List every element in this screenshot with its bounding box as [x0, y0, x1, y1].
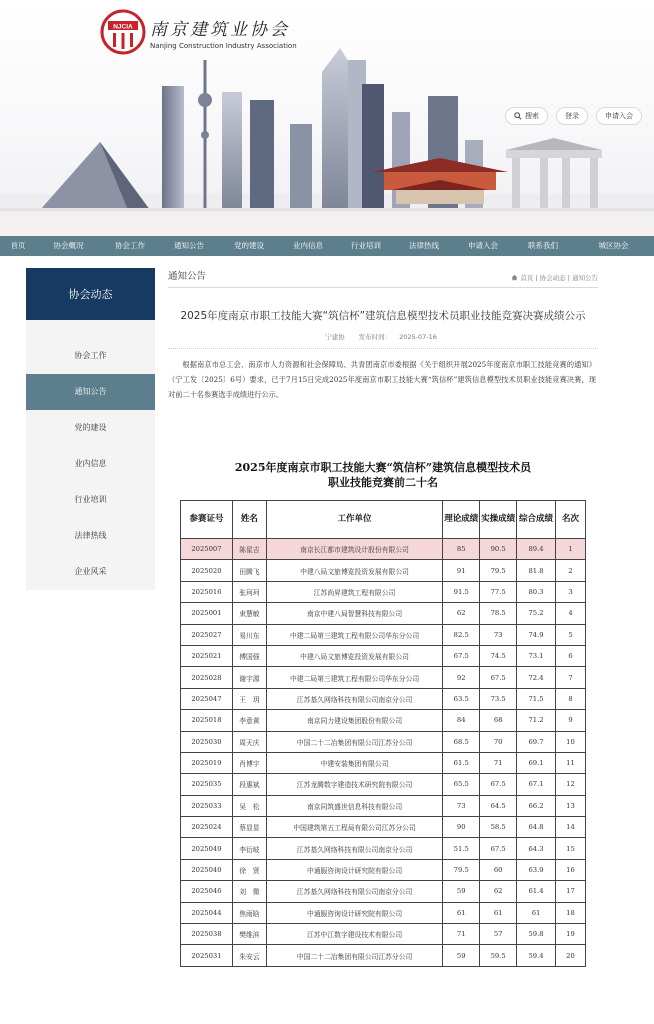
table-row: [181, 795, 586, 816]
nav-item-party[interactable]: 党的建设: [234, 241, 264, 250]
njcia-emblem-icon: [100, 9, 146, 55]
cell-rank: 3: [556, 581, 586, 602]
cell-employer: 中建二局第三建筑工程有限公司华东分公司: [266, 667, 442, 688]
main-content: [168, 268, 598, 967]
cell-practical: 61: [480, 902, 517, 923]
cell-theory: 91.5: [443, 581, 480, 602]
association-logo[interactable]: [100, 8, 297, 56]
cell-name: 易川东: [232, 624, 266, 645]
cell-practical: 78.5: [480, 603, 517, 624]
join-button[interactable]: [596, 107, 642, 125]
cell-total: 59.4: [517, 945, 556, 966]
cell-id: 2025031: [181, 945, 233, 966]
cell-rank: 1: [556, 539, 586, 560]
cell-employer: 南京长江都市建筑设计股份有限公司: [266, 539, 442, 560]
col-header-employer: 工作单位: [266, 501, 442, 539]
nav-item-notices[interactable]: 通知公告: [174, 241, 204, 250]
main-nav: [0, 236, 654, 256]
table-row: [181, 902, 586, 923]
nav-item-join[interactable]: 申请入会: [468, 241, 498, 250]
logo-chinese-name: 南京建筑业协会: [150, 19, 290, 40]
table-row: [181, 731, 586, 752]
cell-employer: 中通服咨询设计研究院有限公司: [266, 859, 442, 880]
cell-theory: 61.5: [443, 752, 480, 773]
results-table-title-line1: 2025年度南京市职工技能大赛“筑信杯”建筑信息模型技术员: [234, 461, 532, 474]
cell-practical: 67.5: [480, 667, 517, 688]
col-header-name: 姓名: [232, 501, 266, 539]
cell-id: 2025046: [181, 881, 233, 902]
nav-item-district[interactable]: 城区协会: [598, 241, 629, 250]
table-row: [181, 924, 586, 945]
cell-id: 2025049: [181, 838, 233, 859]
cell-theory: 65.5: [443, 774, 480, 795]
cell-theory: 61: [443, 902, 480, 923]
cell-name: 吴 松: [232, 795, 266, 816]
cell-employer: 南京中建八局智慧科技有限公司: [266, 603, 442, 624]
cell-id: 2025047: [181, 688, 233, 709]
cell-id: 2025020: [181, 560, 233, 581]
article-date: 2025-07-16: [399, 333, 437, 341]
cell-practical: 62: [480, 881, 517, 902]
cell-total: 64.3: [517, 838, 556, 859]
cell-theory: 82.5: [443, 624, 480, 645]
table-row: [181, 838, 586, 859]
cell-rank: 9: [556, 710, 586, 731]
cell-total: 72.4: [517, 667, 556, 688]
cell-employer: 中建八局文旅博览投资发展有限公司: [266, 645, 442, 666]
cell-theory: 68.5: [443, 731, 480, 752]
cell-theory: 71: [443, 924, 480, 945]
cell-practical: 60: [480, 859, 517, 880]
cell-practical: 70: [480, 731, 517, 752]
cell-name: 张珂珂: [232, 581, 266, 602]
cell-practical: 64.5: [480, 795, 517, 816]
cell-theory: 67.5: [443, 645, 480, 666]
cell-total: 75.2: [517, 603, 556, 624]
cell-theory: 59: [443, 881, 480, 902]
table-header-row: [181, 501, 586, 539]
cell-name: 蔡显显: [232, 817, 266, 838]
nav-item-legal[interactable]: 法律热线: [409, 241, 439, 250]
sidebar-item-legal[interactable]: 法律热线: [74, 531, 107, 540]
cell-theory: 51.5: [443, 838, 480, 859]
sidebar-item-party[interactable]: 党的建设: [74, 423, 107, 432]
table-row: [181, 539, 586, 560]
cell-total: 74.9: [517, 624, 556, 645]
table-body: [181, 539, 586, 967]
join-button-label: 申请入会: [605, 112, 633, 120]
cell-practical: 68: [480, 710, 517, 731]
nav-item-contact[interactable]: 联系我们: [528, 241, 558, 250]
cell-theory: 79.5: [443, 859, 480, 880]
cell-total: 61: [517, 902, 556, 923]
search-icon: [514, 112, 522, 120]
cell-total: 61.4: [517, 881, 556, 902]
cell-theory: 63.5: [443, 688, 480, 709]
cell-employer: 中建安装集团有限公司: [266, 752, 442, 773]
nav-item-work[interactable]: 协会工作: [115, 241, 145, 250]
cell-total: 89.4: [517, 539, 556, 560]
nav-item-home[interactable]: 首页: [10, 241, 26, 250]
cell-employer: 江苏基久网络科技有限公司南京分公司: [266, 881, 442, 902]
table-row: [181, 945, 586, 966]
sidebar: [26, 268, 155, 590]
cell-employer: 中国二十二冶集团有限公司江苏分公司: [266, 945, 442, 966]
cell-id: 2025028: [181, 667, 233, 688]
cell-name: 谢宇源: [232, 667, 266, 688]
cell-name: 李衍岐: [232, 838, 266, 859]
cell-practical: 79.5: [480, 560, 517, 581]
section-title: 通知公告: [168, 271, 207, 282]
cell-total: 80.3: [517, 581, 556, 602]
table-row: [181, 624, 586, 645]
cell-name: 束慧敏: [232, 603, 266, 624]
cell-practical: 73.5: [480, 688, 517, 709]
table-row: [181, 581, 586, 602]
cell-id: 2025038: [181, 924, 233, 945]
cell-id: 2025016: [181, 581, 233, 602]
cell-practical: 73: [480, 624, 517, 645]
article-author: 宁建协: [325, 333, 345, 341]
cell-practical: 58.5: [480, 817, 517, 838]
cell-employer: 江苏中江数字建设技术有限公司: [266, 924, 442, 945]
cell-id: 2025001: [181, 603, 233, 624]
cell-total: 59.8: [517, 924, 556, 945]
sidebar-item-training[interactable]: 行业培训: [74, 495, 107, 504]
table-row: [181, 710, 586, 731]
cell-total: 73.1: [517, 645, 556, 666]
cell-rank: 19: [556, 924, 586, 945]
cell-total: 71.2: [517, 710, 556, 731]
divider: [168, 348, 598, 349]
sidebar-title: 协会动态: [26, 268, 155, 320]
search-button-label: 搜索: [525, 112, 539, 120]
cell-rank: 12: [556, 774, 586, 795]
cell-name: 陈星吉: [232, 539, 266, 560]
cell-total: 66.2: [517, 795, 556, 816]
cell-employer: 江苏基久网络科技有限公司南京分公司: [266, 688, 442, 709]
cell-theory: 85: [443, 539, 480, 560]
home-icon: [511, 274, 518, 281]
header-actions: [505, 107, 642, 125]
article-meta: [168, 332, 598, 341]
logo-english-name: Nanjing Construction Industry Association: [150, 41, 297, 50]
cell-name: 焦雨晗: [232, 902, 266, 923]
cell-id: 2025007: [181, 539, 233, 560]
table-row: [181, 817, 586, 838]
cell-rank: 20: [556, 945, 586, 966]
cell-total: 63.9: [517, 859, 556, 880]
cell-employer: 江苏龙腾数字建造技术研究院有限公司: [266, 774, 442, 795]
cell-id: 2025030: [181, 731, 233, 752]
cell-rank: 18: [556, 902, 586, 923]
cell-id: 2025027: [181, 624, 233, 645]
cell-employer: 江苏尚昇建筑工程有限公司: [266, 581, 442, 602]
cell-employer: 南京同筑盛世信息科技有限公司: [266, 795, 442, 816]
cell-rank: 13: [556, 795, 586, 816]
col-header-id: 参赛证号: [181, 501, 233, 539]
cell-id: 2025019: [181, 752, 233, 773]
cell-rank: 6: [556, 645, 586, 666]
table-row: [181, 645, 586, 666]
cell-rank: 14: [556, 817, 586, 838]
cell-rank: 7: [556, 667, 586, 688]
cell-practical: 67.5: [480, 838, 517, 859]
cell-rank: 10: [556, 731, 586, 752]
header-banner: [0, 0, 654, 236]
cell-practical: 67.5: [480, 774, 517, 795]
cell-rank: 11: [556, 752, 586, 773]
nav-item-industry[interactable]: 业内信息: [293, 241, 323, 250]
cell-name: 朱安云: [232, 945, 266, 966]
cell-employer: 中国建筑第五工程局有限公司江苏分公司: [266, 817, 442, 838]
cell-total: 71.5: [517, 688, 556, 709]
cell-rank: 2: [556, 560, 586, 581]
sidebar-item-notices[interactable]: 通知公告: [26, 374, 155, 410]
cell-employer: 江苏基久网络科技有限公司南京分公司: [266, 838, 442, 859]
cell-id: 2025044: [181, 902, 233, 923]
cell-rank: 8: [556, 688, 586, 709]
cell-rank: 15: [556, 838, 586, 859]
cell-id: 2025018: [181, 710, 233, 731]
cell-total: 69.7: [517, 731, 556, 752]
cell-name: 段惠斌: [232, 774, 266, 795]
table-row: [181, 688, 586, 709]
col-header-practical: 实操成绩: [480, 501, 517, 539]
col-header-theory: 理论成绩: [443, 501, 480, 539]
cell-practical: 57: [480, 924, 517, 945]
svg-text:NJCIA: NJCIA: [113, 23, 133, 31]
login-button[interactable]: [556, 107, 588, 125]
cell-id: 2025035: [181, 774, 233, 795]
sidebar-menu: [26, 320, 155, 590]
cell-name: 徐 贤: [232, 859, 266, 880]
article-body: 根据南京市总工会、南京市人力资源和社会保障局、共青团南京市委根据《关于组织开展2025年度南京市职工技能竞赛的通知》（宁工发〔2025〕6号）要求，已于7月15日完成2025年度南京市职工技能大赛“筑信杯”建筑信息模型技术员职业技能竞赛决赛，现对前二十名参赛选手成绩进行公示。: [168, 360, 596, 399]
article-title: 2025年度南京市职工技能大赛“筑信杯”建筑信息模型技术员职业技能竞赛决赛成绩公示: [180, 310, 586, 322]
search-button[interactable]: [505, 107, 548, 125]
table-row: [181, 859, 586, 880]
cell-name: 王 玥: [232, 688, 266, 709]
cell-theory: 91: [443, 560, 480, 581]
breadcrumb[interactable]: [511, 273, 598, 282]
cell-total: 81.8: [517, 560, 556, 581]
cell-total: 64.8: [517, 817, 556, 838]
cell-rank: 4: [556, 603, 586, 624]
cell-rank: 5: [556, 624, 586, 645]
cell-employer: 南京同力建设集团股份有限公司: [266, 710, 442, 731]
table-row: [181, 881, 586, 902]
sidebar-item-enterprise[interactable]: 企业风采: [74, 567, 107, 576]
cell-rank: 17: [556, 881, 586, 902]
cell-name: 李意黄: [232, 710, 266, 731]
cell-name: 周天庆: [232, 731, 266, 752]
login-button-label: 登录: [565, 112, 579, 120]
cell-employer: 中建二局第三建筑工程有限公司华东分公司: [266, 624, 442, 645]
col-header-total: 综合成绩: [517, 501, 556, 539]
cell-total: 67.1: [517, 774, 556, 795]
table-row: [181, 603, 586, 624]
cell-practical: 77.5: [480, 581, 517, 602]
sidebar-item-industry[interactable]: 业内信息: [74, 459, 107, 468]
cell-theory: 90: [443, 817, 480, 838]
cell-practical: 59.5: [480, 945, 517, 966]
cell-name: 刘 微: [232, 881, 266, 902]
results-table: [180, 500, 586, 967]
cell-name: 傅国强: [232, 645, 266, 666]
section-header: [168, 268, 598, 288]
cell-theory: 59: [443, 945, 480, 966]
cell-theory: 73: [443, 795, 480, 816]
cell-id: 2025033: [181, 795, 233, 816]
cell-total: 69.1: [517, 752, 556, 773]
sidebar-item-work[interactable]: 协会工作: [74, 351, 107, 360]
cell-employer: 中通服咨询设计研究院有限公司: [266, 902, 442, 923]
cell-id: 2025024: [181, 817, 233, 838]
cell-name: 肖博宇: [232, 752, 266, 773]
cell-practical: 90.5: [480, 539, 517, 560]
cell-theory: 84: [443, 710, 480, 731]
cell-employer: 中国二十二冶集团有限公司江苏分公司: [266, 731, 442, 752]
breadcrumb-text: 首页 | 协会动态 | 通知公告: [520, 274, 598, 282]
table-row: [181, 667, 586, 688]
table-row: [181, 774, 586, 795]
cell-id: 2025040: [181, 859, 233, 880]
cell-id: 2025021: [181, 645, 233, 666]
article-date-label: 发布时间：: [358, 333, 392, 341]
cell-name: 樊维滨: [232, 924, 266, 945]
cell-employer: 中建八局文旅博览投资发展有限公司: [266, 560, 442, 581]
cell-name: 田腾飞: [232, 560, 266, 581]
col-header-rank: 名次: [556, 501, 586, 539]
cell-practical: 74.5: [480, 645, 517, 666]
cell-theory: 62: [443, 603, 480, 624]
results-table-title: [168, 460, 598, 490]
nav-item-overview[interactable]: 协会概况: [53, 241, 84, 250]
cell-theory: 92: [443, 667, 480, 688]
cell-rank: 16: [556, 859, 586, 880]
cell-practical: 71: [480, 752, 517, 773]
results-table-title-line2: 职业技能竞赛前二十名: [328, 476, 438, 489]
table-row: [181, 560, 586, 581]
nav-item-training[interactable]: 行业培训: [351, 241, 381, 250]
table-row: [181, 752, 586, 773]
